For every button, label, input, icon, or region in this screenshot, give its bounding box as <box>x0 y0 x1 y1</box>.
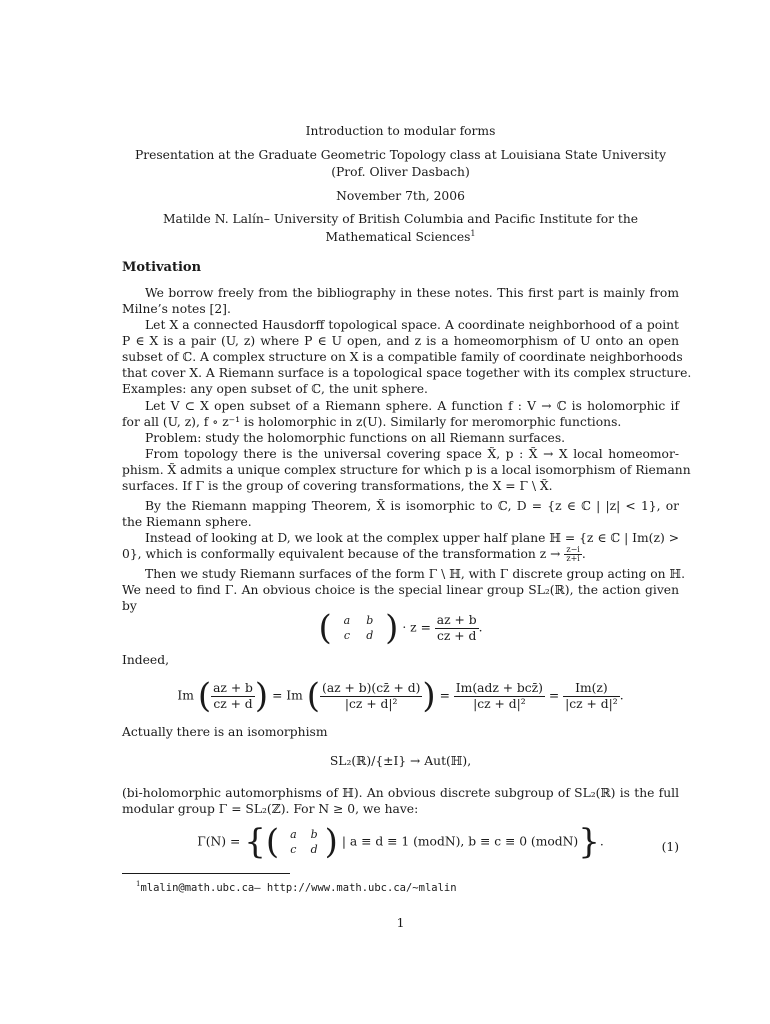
date: November 7th, 2006 <box>336 189 465 203</box>
paragraph-1-line-2: Milne’s notes [2]. <box>122 302 231 316</box>
matrix-d: d <box>366 629 374 642</box>
gamma-left-paren: ( <box>265 822 280 862</box>
im-fraction-2 <box>320 681 422 712</box>
paragraph-1-line-1: We borrow freely from the bibliography in these notes. This first part is mainly from <box>145 286 679 300</box>
gamma-lhs: Γ(N) = <box>197 834 241 849</box>
paragraph-3-line-1: Let V ⊂ X open subset of a Riemann sphere. A function f : V → ℂ is holomorphic if <box>145 399 679 413</box>
im-numerator-3: Im(adz + bcz̄) <box>455 680 543 695</box>
im-fraction-4 <box>563 681 620 712</box>
gamma-matrix-a: a <box>290 828 297 841</box>
paragraph-4-line-1: Problem: study the holomorphic functions on all Riemann surfaces. <box>145 431 566 445</box>
paragraph-7-line-2-text: 0}, which is conformally equivalent because of the transformation z → <box>122 547 561 561</box>
matrix <box>336 613 382 643</box>
im-eq-3: = <box>548 688 560 703</box>
left-brace: { <box>244 822 266 862</box>
paragraph-9-line-1: (bi-holomorphic automorphisms of ℍ). An obvious discrete subgroup of SL₂(ℝ) is the full <box>122 786 679 800</box>
paragraph-2-line-2: P ∈ X is a pair (U, z) where P ∈ U open, and z is a homeomorphism of U onto an open <box>122 334 679 348</box>
matrix-b: b <box>366 614 374 627</box>
gamma-matrix <box>283 827 325 857</box>
paragraph-5-line-3: surfaces. If Γ is the group of covering transformations, the X = Γ \ X̃. <box>122 479 553 493</box>
moebius-numerator: z−i <box>566 545 580 554</box>
im-fraction-3 <box>454 681 545 712</box>
matrix-a: a <box>343 614 351 627</box>
footnote-marker: 1 <box>470 229 476 238</box>
im-eq-2: = <box>439 688 450 703</box>
im-denominator-4: |cz + d|² <box>565 696 618 711</box>
action-operator: · z = <box>402 620 431 635</box>
author-line-2 <box>122 229 679 244</box>
paragraph-3-line-2: for all (U, z), f ∘ z⁻¹ is holomorphic in z(U). Similarly for meromorphic functions. <box>122 415 622 429</box>
indeed-text: Indeed, <box>122 653 169 667</box>
right-paren-1: ) <box>254 676 269 716</box>
left-paren: ( <box>318 608 332 648</box>
im-1: Im <box>177 688 194 703</box>
equation-number: (1) <box>661 840 679 854</box>
presentation-line-1: Presentation at the Graduate Geometric Topology class at Louisiana State University <box>134 148 667 162</box>
action-fraction <box>435 613 479 644</box>
paragraph-5-line-1: From topology there is the universal covering space X̃, p : X̃ → X local homeomor- <box>145 447 679 461</box>
gamma-end: . <box>599 834 604 849</box>
paragraph-7-line-2: 0}, which is conformally equivalent because of the transformation z → $\frac{z-i}{z+i}$ . <box>122 545 586 563</box>
paragraph-2-line-4: that cover X. A Riemann surface is a topological space together with its complex structure. <box>122 366 692 380</box>
im-end: . <box>619 688 624 703</box>
paragraph-9-line-2: modular group Γ = SL₂(ℤ). For N ≥ 0, we have: <box>122 802 419 816</box>
action-denominator: cz + d <box>435 628 479 644</box>
gamma-condition: | a ≡ d ≡ 1 (modN), b ≡ c ≡ 0 (modN) <box>341 834 579 849</box>
im-denominator-2: |cz + d|² <box>320 696 422 712</box>
paragraph-8-line-3: by <box>122 599 137 613</box>
paragraph-8-line-1: Then we study Riemann surfaces of the form Γ \ ℍ, with Γ discrete group acting on ℍ. <box>145 567 686 581</box>
paragraph-5-line-2: phism. X̃ admits a unique complex structure for which p is a local isomorphism of Riemann <box>122 463 691 477</box>
action-end: . <box>478 620 483 635</box>
presentation-line-2: (Prof. Oliver Dasbach) <box>331 165 470 179</box>
im-numerator-4: Im(z) <box>575 680 608 695</box>
matrix-c: c <box>343 629 350 642</box>
action-equation <box>122 608 679 648</box>
paragraph-7-line-1: Instead of looking at D, we look at the complex upper half plane ℍ = {z ∈ ℂ | Im(z) > <box>145 531 679 545</box>
left-paren-1: ( <box>197 676 212 716</box>
footnote-text: mlalin@math.ubc.ca– http://www.math.ubc.ca/~mlalin <box>140 882 457 895</box>
paragraph-2-line-5: Examples: any open subset of ℂ, the unit sphere. <box>122 382 428 396</box>
isomorphism-intro: Actually there is an isomorphism <box>122 725 328 739</box>
section-heading: Motivation <box>122 260 202 275</box>
paper-title: Introduction to modular forms <box>305 124 496 138</box>
paragraph-2-line-1: Let X a connected Hausdorff topological space. A coordinate neighborhood of a point <box>145 318 679 332</box>
im-numerator-2: (az + b)(cz̄ + d) <box>322 680 421 695</box>
right-brace: } <box>578 822 600 862</box>
im-eq-1: = Im <box>272 688 303 703</box>
footnote <box>136 876 693 896</box>
im-denominator-1: cz + d <box>211 696 255 712</box>
footnote-number: 1 <box>136 880 141 888</box>
author-line-1: Matilde N. Lalín– University of British Columbia and Pacific Institute for the <box>162 212 639 226</box>
moebius-fraction <box>564 546 581 563</box>
imaginary-part-equation <box>122 676 679 716</box>
gamma-matrix-d: d <box>310 843 318 856</box>
gamma-right-paren: ) <box>324 822 338 862</box>
im-denominator-3: |cz + d|² <box>454 696 545 712</box>
paragraph-2-line-3: subset of ℂ. A complex structure on X is a compatible family of coordinate neighborhoods <box>122 350 683 364</box>
paragraph-6-line-1: By the Riemann mapping Theorem, X̃ is isomorphic to ℂ, D = {z ∈ ℂ | |z| < 1}, or <box>145 499 679 513</box>
paragraph-6-line-2: the Riemann sphere. <box>122 515 252 529</box>
gamma-matrix-c: c <box>290 843 297 856</box>
moebius-denominator: z+i <box>566 554 580 563</box>
im-fraction-1 <box>211 681 255 712</box>
im-numerator-1: az + b <box>213 680 253 695</box>
author-affiliation: Mathematical Sciences <box>325 230 471 245</box>
action-numerator: az + b <box>436 612 477 627</box>
isomorphism-equation: SL₂(ℝ)/{±I} → Aut(ℍ), <box>329 754 472 768</box>
gamma-n-equation <box>122 822 679 862</box>
left-paren-2: ( <box>306 676 321 716</box>
page-number: 1 <box>396 916 405 930</box>
paragraph-8-line-2: We need to find Γ. An obvious choice is the special linear group SL₂(ℝ), the action given <box>122 583 679 597</box>
footnote-rule <box>122 873 290 874</box>
right-paren-2: ) <box>422 676 436 716</box>
right-paren: ) <box>385 608 399 648</box>
gamma-matrix-b: b <box>310 828 318 841</box>
